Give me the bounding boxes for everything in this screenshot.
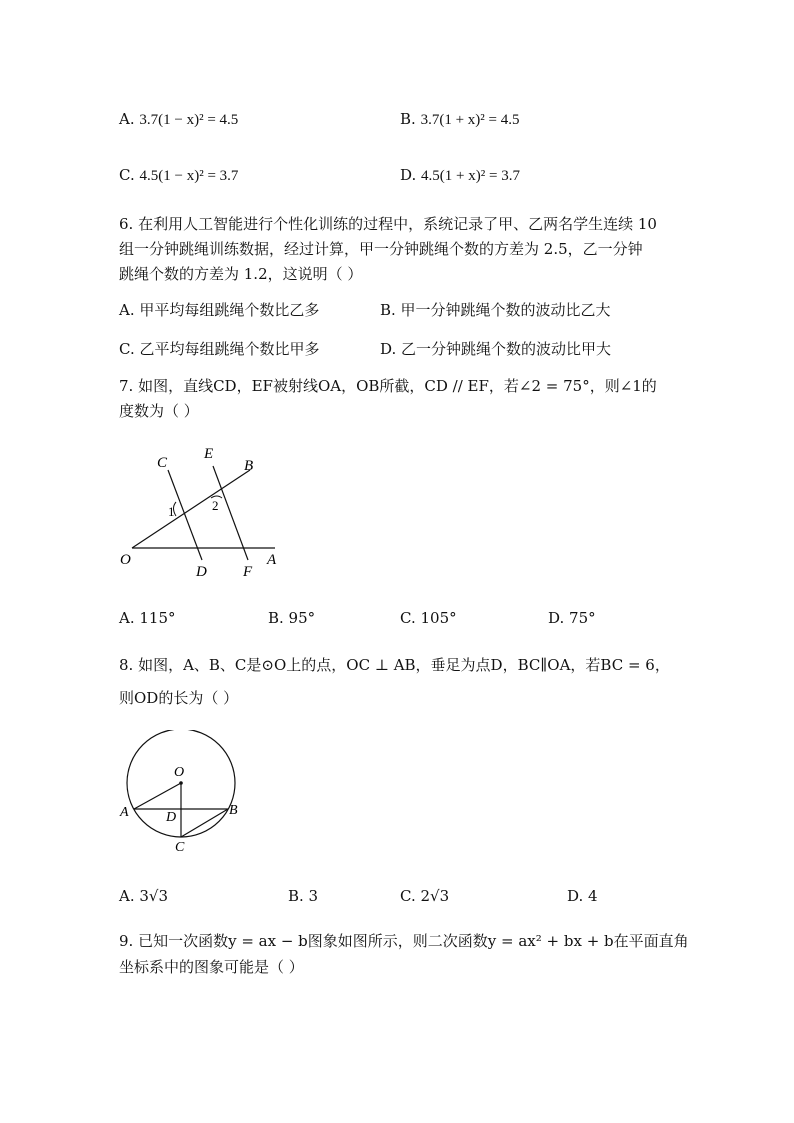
q6-line-2: 组一分钟跳绳训练数据，经过计算，甲一分钟跳绳个数的方差为 2.5，乙一分钟 [119,240,643,258]
label-c: C [157,455,168,471]
q5-option-d[interactable]: D. 4.5(1 + x)² = 3.7 [400,166,520,184]
q8-line-1: 8. 如图，A、B、C是⊙O上的点，OC ⊥ AB，垂足为点D，BC∥OA，若BC = 6， [119,656,670,674]
q8-line-2: 则OD的长为（ ） [119,689,239,707]
q7-option-c[interactable]: C. 105° [400,609,457,627]
label-o: O [174,765,185,780]
q9-line-2: 坐标系中的图象可能是（ ） [119,958,304,976]
q7-line-2: 度数为（ ） [119,402,199,420]
center-point [179,781,183,785]
label-c: C [175,840,185,855]
q6-option-b[interactable]: B. 甲一分钟跳绳个数的波动比乙大 [380,301,611,319]
label-angle-1: 1 [168,504,175,519]
label-angle-2: 2 [212,498,219,513]
q7-line-1: 7. 如图，直线CD，EF被射线OA，OB所截，CD // EF，若∠2 = 75°，则∠1的 [119,377,657,395]
label-d: D [196,564,207,580]
label-o: O [120,552,131,568]
label-e: E [204,446,214,462]
q8-figure [112,730,250,855]
q5-option-a[interactable]: A. 3.7(1 − x)² = 4.5 [119,110,239,128]
label-a: A [120,805,129,820]
label-b: B [244,458,254,474]
q6-option-c[interactable]: C. 乙平均每组跳绳个数比甲多 [119,340,320,358]
line-ef [213,466,248,560]
q6-line-1: 6. 在利用人工智能进行个性化训练的过程中，系统记录了甲、乙两名学生连续 10 [119,215,657,233]
q7-figure [110,440,290,580]
q7-option-a[interactable]: A. 115° [119,609,176,627]
q8-option-c[interactable]: C. 2√3 [400,887,450,905]
ray-ob [132,470,250,548]
label-a: A [267,552,277,568]
segment-oa [134,783,181,809]
q7-option-d[interactable]: D. 75° [548,609,596,627]
segment-bc [181,809,228,837]
q7-option-b[interactable]: B. 95° [268,609,316,627]
q6-option-d[interactable]: D. 乙一分钟跳绳个数的波动比甲大 [380,340,612,358]
q6-line-3: 跳绳个数的方差为 1.2，这说明（ ） [119,265,363,283]
q6-option-a[interactable]: A. 甲平均每组跳绳个数比乙多 [119,301,320,319]
q8-option-a[interactable]: A. 3√3 [119,887,169,905]
label-b: B [229,803,238,818]
label-d: D [166,810,177,825]
q5-option-c[interactable]: C. 4.5(1 − x)² = 3.7 [119,166,239,184]
q9-line-1: 9. 已知一次函数y = ax − b图象如图所示，则二次函数y = ax² + bx + b在平面直角 [119,932,689,950]
q5-option-b[interactable]: B. 3.7(1 + x)² = 4.5 [400,110,520,128]
q8-option-d[interactable]: D. 4 [567,887,598,905]
q8-option-b[interactable]: B. 3 [288,887,319,905]
label-f: F [243,564,253,580]
